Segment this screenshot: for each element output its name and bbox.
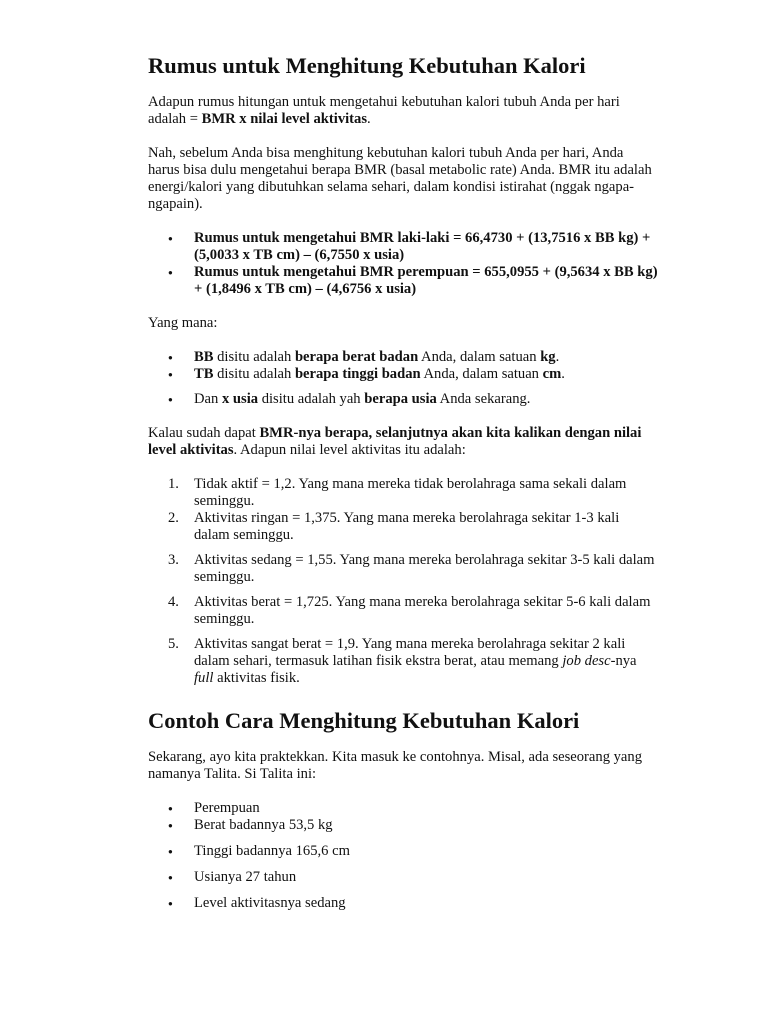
definition-list bbox=[148, 349, 658, 408]
example-age: ● Usianya 27 tahun bbox=[148, 869, 658, 886]
activity-level-1: 1. Tidak aktif = 1,2. Yang mana mereka tidak berolahraga sama sekali dalam seminggu. bbox=[168, 476, 627, 509]
example-gender: ● Perempuan bbox=[148, 800, 658, 817]
heading-contoh: Contoh Cara Menghitung Kebutuhan Kalori bbox=[148, 708, 580, 733]
definition-usia: ● Dan x usia disitu adalah yah berapa usia Anda sekarang. bbox=[148, 391, 658, 408]
formula-female: ● Rumus untuk mengetahui BMR perempuan = 655,0955 + (9,5634 x BB kg) + (1,8496 x TB cm) – (4,6756 x usia) bbox=[148, 264, 658, 298]
activity-level-list bbox=[148, 476, 658, 687]
heading-rumus: Rumus untuk Menghitung Kebutuhan Kalori bbox=[148, 53, 586, 78]
definition-bb: ● BB disitu adalah berapa berat badan Anda, dalam satuan kg. bbox=[148, 349, 658, 366]
paragraph-contoh: Sekarang, ayo kita praktekkan. Kita masuk ke contohnya. Misal, ada seseorang yang namanya Talita. Si Talita ini: bbox=[148, 749, 643, 782]
paragraph-bmr: Nah, sebelum Anda bisa menghitung kebutuhan kalori tubuh Anda per hari, Anda harus bisa dulu mengetahui berapa BMR (basal metabolic rate) Anda. BMR itu adalah energi/kalori yang dibutuhkan selama sehari, dalam kondisi istirahat (nggak ngapa-ngapain). bbox=[148, 145, 652, 212]
example-height: ● Tinggi badannya 165,6 cm bbox=[148, 843, 658, 860]
formula-highlight: BMR x nilai level aktivitas bbox=[201, 111, 368, 127]
activity-level-4: 4. Aktivitas berat = 1,725. Yang mana mereka berolahraga sekitar 5-6 kali dalam seminggu. bbox=[168, 594, 651, 627]
example-activity: ● Level aktivitasnya sedang bbox=[148, 895, 658, 912]
formula-male: ● Rumus untuk mengetahui BMR laki-laki = 66,4730 + (13,7516 x BB kg) + (5,0033 x TB cm) – (6,7550 x usia) bbox=[148, 230, 658, 264]
paragraph-aktivitas: Kalau sudah dapat BMR-nya berapa, selanjutnya akan kita kalikan dengan nilai level aktivitas. Adapun nilai level aktivitas itu adalah: bbox=[148, 425, 642, 458]
paragraph-rumus: Adapun rumus hitungan untuk mengetahui kebutuhan kalori tubuh Anda per hari adalah = BMR x nilai level aktivitas. bbox=[148, 94, 620, 127]
formula-list bbox=[148, 230, 658, 298]
activity-level-2: 2. Aktivitas ringan = 1,375. Yang mana mereka berolahraga sekitar 1-3 kali dalam seminggu. bbox=[168, 510, 620, 543]
paragraph-yang-mana: Yang mana: bbox=[148, 315, 218, 331]
example-weight: ● Berat badannya 53,5 kg bbox=[148, 817, 658, 834]
example-list bbox=[148, 800, 658, 912]
activity-level-3: 3. Aktivitas sedang = 1,55. Yang mana mereka berolahraga sekitar 3-5 kali dalam seminggu. bbox=[168, 552, 655, 585]
activity-level-5: 5. Aktivitas sangat berat = 1,9. Yang mana mereka berolahraga sekitar 2 kali dalam sehari, termasuk latihan fisik ekstra berat, atau memang job desc-nya full aktivitas fisik. bbox=[168, 636, 637, 686]
definition-tb: ● TB disitu adalah berapa tinggi badan Anda, dalam satuan cm. bbox=[148, 366, 658, 383]
